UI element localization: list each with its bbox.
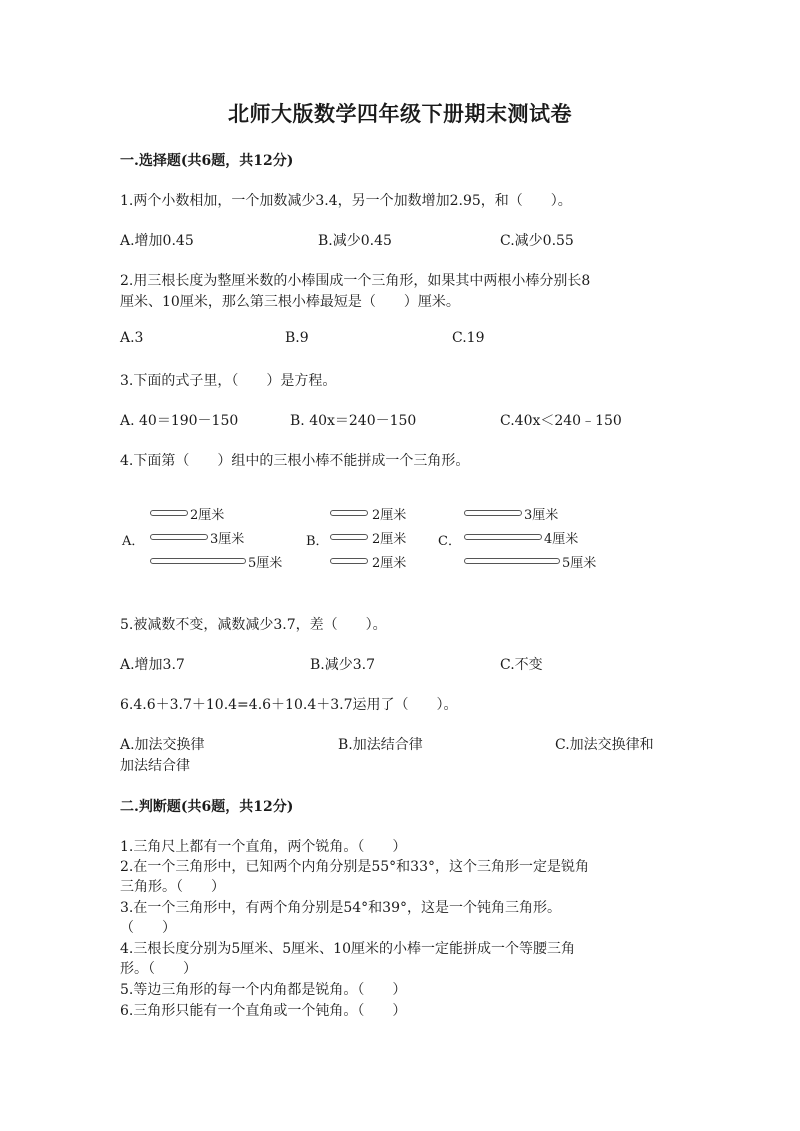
sticks-figure [120, 500, 680, 580]
judge-item-3-line-1: 3.在一个三角形中，有两个角分别是54°和39°，这是一个钝角三角形。 [120, 900, 561, 916]
q3-option-b: B. 40x＝240－150 [290, 413, 417, 429]
q5-option-c: C.不变 [500, 657, 543, 673]
stick-a-1-label: 2厘米 [190, 508, 225, 523]
stick-c-3-label: 5厘米 [562, 556, 597, 571]
judge-item-4-line-1: 4.三根长度分别为5厘米、5厘米、10厘米的小棒一定能拼成一个等腰三角 [120, 941, 575, 957]
q5-option-a: A.增加3.7 [120, 657, 185, 673]
question-1: 1.两个小数相加，一个加数减少3.4，另一个加数增加2.95，和（ ）。 [120, 193, 572, 209]
q6-option-c: C.加法交换律和 [555, 737, 654, 753]
q3-option-a: A. 40＝190－150 [120, 413, 239, 429]
stick-c-2 [464, 534, 542, 540]
judge-item-4-line-2: 形。（ ） [120, 961, 197, 977]
q2-option-b: B.9 [285, 330, 309, 346]
exam-title: 北师大版数学四年级下册期末测试卷 [228, 101, 572, 126]
stick-c-2-label: 4厘米 [544, 532, 579, 547]
group-c-label: C． [438, 534, 461, 549]
stick-c-3 [464, 558, 560, 564]
q6-option-a: A.加法交换律 [120, 737, 205, 753]
judge-item-3-line-2: （ ） [120, 920, 176, 936]
q1-option-b: B.减少0.45 [318, 233, 392, 249]
stick-a-2-label: 3厘米 [210, 532, 245, 547]
q2-option-a: A.3 [120, 330, 144, 346]
stick-a-1 [150, 510, 188, 516]
stick-a-3-label: 5厘米 [248, 556, 283, 571]
stick-b-2-label: 2厘米 [372, 532, 407, 547]
stick-c-1 [464, 510, 522, 516]
question-3: 3.下面的式子里，（ ）是方程。 [120, 373, 337, 389]
q6-option-b: B.加法结合律 [338, 737, 423, 753]
judge-item-1: 1.三角尺上都有一个直角，两个锐角。（ ） [120, 839, 407, 855]
stick-a-2 [150, 534, 208, 540]
judge-item-2-line-2: 三角形。（ ） [120, 879, 225, 895]
judge-item-6: 6.三角形只能有一个直角或一个钝角。（ ） [120, 1003, 407, 1019]
question-5: 5.被减数不变，减数减少3.7，差（ ）。 [120, 617, 387, 633]
stick-b-3 [330, 558, 368, 564]
group-a-label: A． [122, 534, 145, 549]
q3-option-c: C.40x＜240﹣150 [500, 413, 622, 429]
judge-item-2-line-1: 2.在一个三角形中，已知两个内角分别是55°和33°，这个三角形一定是锐角 [120, 859, 589, 875]
q1-option-c: C.减少0.55 [500, 233, 574, 249]
question-2-line-2: 厘米、10厘米，那么第三根小棒最短是（ ）厘米。 [120, 294, 460, 310]
stick-a-3 [150, 558, 246, 564]
question-2-line-1: 2.用三根长度为整厘米数的小棒围成一个三角形，如果其中两根小棒分别长8 [120, 273, 591, 289]
stick-b-3-label: 2厘米 [372, 556, 407, 571]
judge-item-5: 5.等边三角形的每一个内角都是锐角。（ ） [120, 982, 407, 998]
q5-option-b: B.减少3.7 [310, 657, 376, 673]
section-2-heading: 二.判断题(共6题，共12分) [120, 799, 294, 815]
stick-c-1-label: 3厘米 [524, 508, 559, 523]
stick-b-2 [330, 534, 368, 540]
group-b-label: B． [306, 534, 329, 549]
section-1-heading: 一.选择题(共6题，共12分) [120, 153, 294, 169]
question-6: 6.4.6＋3.7＋10.4=4.6＋10.4＋3.7运用了（ ）。 [120, 697, 458, 713]
question-4: 4.下面第（ ）组中的三根小棒不能拼成一个三角形。 [120, 453, 470, 469]
q6-option-c-continued: 加法结合律 [120, 758, 190, 774]
stick-b-1 [330, 510, 368, 516]
q1-option-a: A.增加0.45 [120, 233, 194, 249]
q2-option-c: C.19 [452, 330, 485, 346]
stick-b-1-label: 2厘米 [372, 508, 407, 523]
